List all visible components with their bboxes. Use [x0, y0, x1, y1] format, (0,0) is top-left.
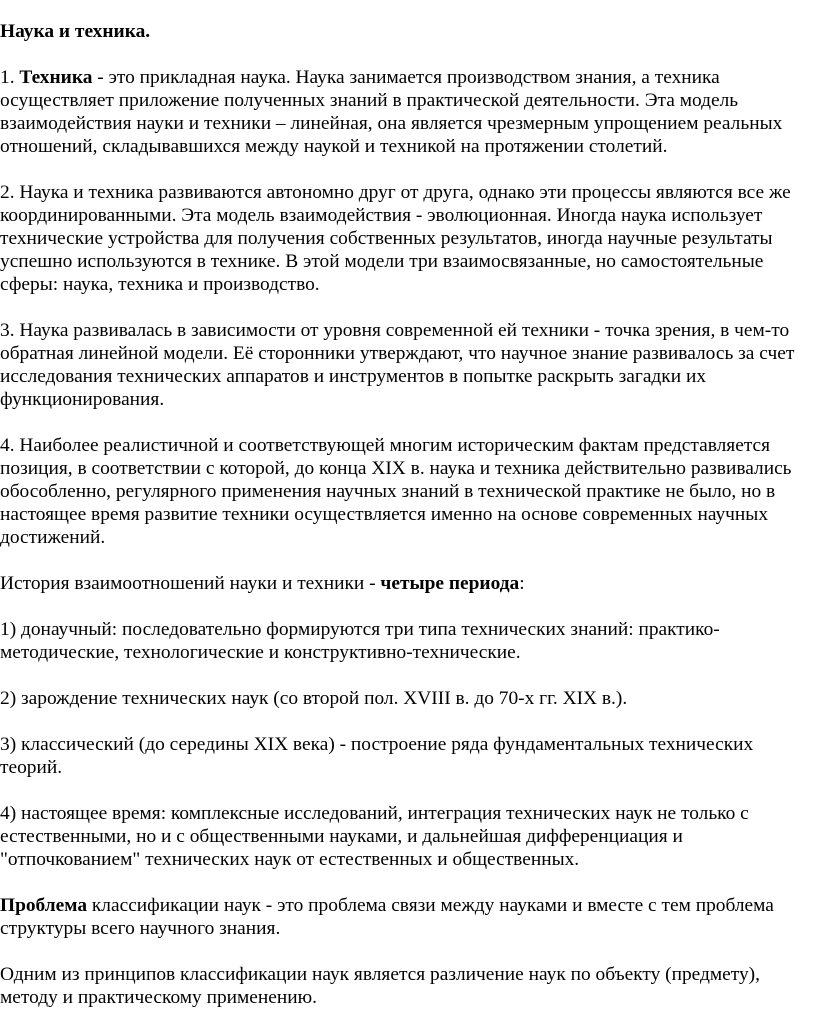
document-title	[0, 20, 816, 43]
principle-paragraph: Одним из принципов классификации наук является различение наук по объекту (предмету), методу и практическому применению.	[0, 964, 760, 1008]
period-3: 3) классический (до середины XIX века) - построение ряда фундаментальных технических теорий.	[0, 734, 754, 778]
problem-text: классификации наук - это проблема связи между науками и вместе с тем проблема структуры всего научного знания.	[0, 895, 774, 939]
paragraph-2: 2. Наука и техника развиваются автономно друг от друга, однако эти процессы являются все же координированными. Эта модель взаимодействия - эволюционная. Иногда наука использует технические устройства для получения собственных результатов, иногда научные результаты успешно используются в технике. В этой модели три взаимосвязанные, но самостоятельные сферы: наука, техника и производство.	[0, 182, 791, 295]
history-heading	[0, 572, 816, 595]
history-colon: :	[519, 573, 525, 594]
paragraph-3: 3. Наука развивалась в зависимости от уровня современной ей техники - точка зрения, в чем-то обратная линейной модели. Её сторонники утверждают, что научное знание развивалось за счет исследования технических аппаратов и инструментов в попытке раскрыть загадки их функционирования.	[0, 320, 795, 410]
paragraph-4: 4. Наиболее реалистичной и соответствующей многим историческим фактам представляется позиция, в соответствии с которой, до конца XIX в. наука и техника действительно развивались обособленно, регулярного применения научных знаний в технической практике не было, но в настоящее время развитие техники осуществляется именно на основе современных научных достижений.	[0, 435, 792, 548]
period-4: 4) настоящее время: комплексные исследований, интеграция технических наук не только с естественными, но и с общественными науками, и дальнейшая дифференциация и "отпочкованием" технических наук от естественных и общественных.	[0, 803, 749, 870]
problem-paragraph	[0, 894, 816, 940]
problem-term: Проблема	[0, 895, 88, 916]
history-periods: четыре периода	[380, 573, 520, 594]
period-1: 1) донаучный: последовательно формируются три типа технических знаний: практико-методические, технологические и конструктивно-технические.	[0, 619, 720, 663]
paragraph-1	[0, 66, 816, 158]
paragraph-1-number: 1.	[0, 67, 20, 88]
paragraph-1-term: Техника	[19, 67, 93, 88]
paragraph-1-text: - это прикладная наука. Наука занимается производством знания, а техника осуществляет приложение полученных знаний в практической деятельности. Эта модель взаимодействия науки и техники – линейная, она является чрезмерным упрощением реальных отношений, складывавшихся между наукой и техникой на протяжении столетий.	[0, 67, 783, 157]
title-text: Наука и техника.	[0, 21, 151, 42]
period-2: 2) зарождение технических наук (со второй пол. XVIII в. до 70-х гг. XIX в.).	[0, 688, 628, 709]
history-text: История взаимоотношений науки и техники -	[0, 573, 381, 594]
